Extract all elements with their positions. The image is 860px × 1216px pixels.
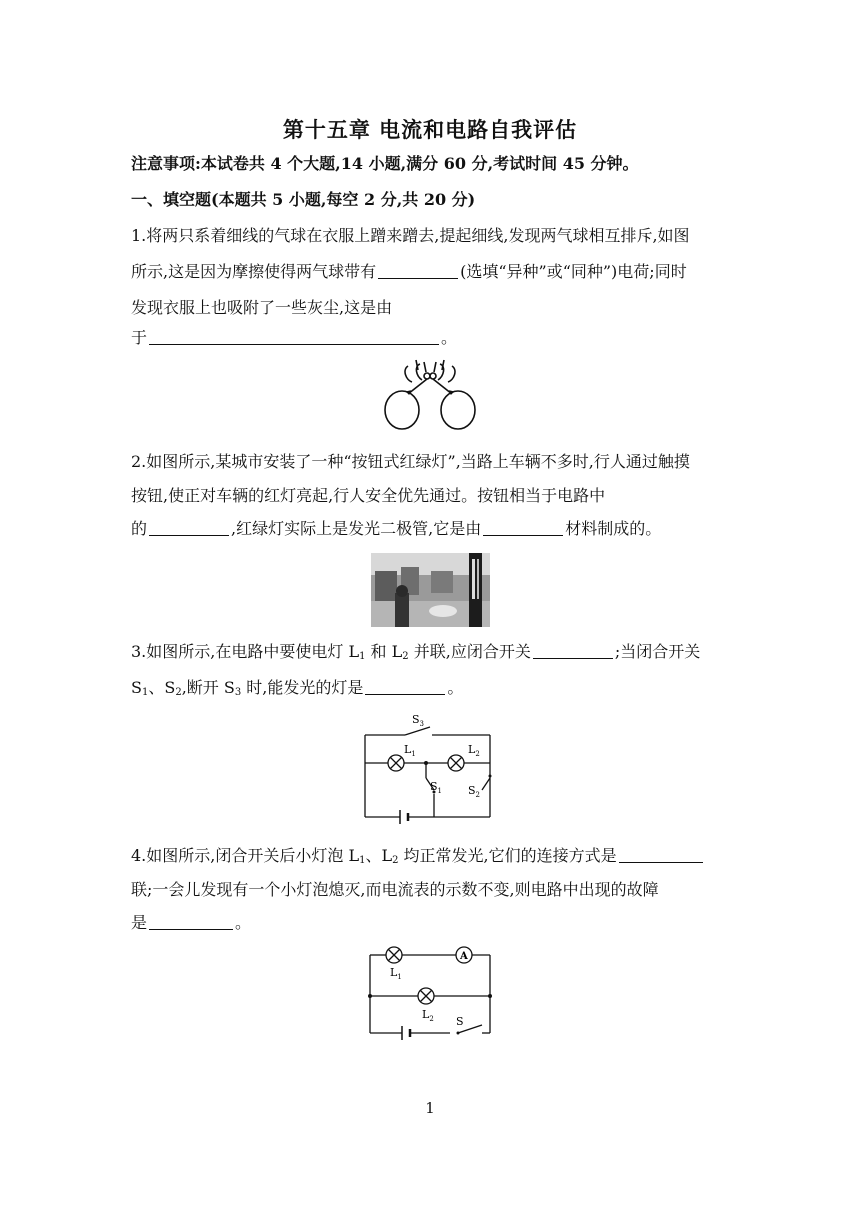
q3-text: 3.如图所示,在电路中要使电灯 L bbox=[131, 642, 360, 661]
q2-blank-2 bbox=[483, 519, 563, 536]
q2-line-3 bbox=[131, 518, 661, 540]
subscript: 2 bbox=[475, 750, 480, 758]
traffic-light-photo bbox=[371, 553, 490, 627]
q2-text: ,红绿灯实际上是发光二极管,它是由 bbox=[231, 519, 482, 538]
q4-text: 均正常发光,它们的连接方式是 bbox=[398, 846, 617, 865]
label-s: S bbox=[456, 1015, 464, 1028]
q4-blank-1 bbox=[619, 846, 703, 863]
label-l1: L bbox=[404, 743, 412, 756]
svg-text:L1 bbox=[390, 966, 402, 981]
q3-text: ,断开 S bbox=[181, 678, 235, 697]
q3-text: ;当闭合开关 bbox=[614, 642, 701, 661]
page-title: 第十五章 电流和电路自我评估 bbox=[282, 117, 578, 142]
label-s3: S bbox=[412, 713, 420, 726]
subscript: 2 bbox=[175, 687, 182, 698]
circuit-diagram-q4 bbox=[364, 940, 496, 1046]
section-heading: 一、填空题(本题共 5 小题,每空 2 分,共 20 分) bbox=[131, 190, 476, 209]
subscript: 3 bbox=[419, 720, 425, 728]
q1-blank-2 bbox=[149, 328, 439, 345]
balloons-figure bbox=[380, 358, 480, 432]
q1-text: 所示,这是因为摩擦使得两气球带有 bbox=[131, 262, 377, 281]
q4-text: 4.如图所示,闭合开关后小灯泡 L bbox=[131, 846, 360, 865]
q4-text: 、L bbox=[365, 846, 393, 865]
subscript: 1 bbox=[411, 750, 416, 758]
q4-text: 是 bbox=[131, 913, 148, 932]
label-l2: L bbox=[468, 743, 476, 756]
subscript: 2 bbox=[429, 1015, 434, 1023]
q3-text: 和 L bbox=[365, 642, 403, 661]
q1-line-1: 1.将两只系着细线的气球在衣服上蹭来蹭去,提起细线,发现两气球相互排斥,如图 bbox=[131, 226, 690, 245]
q3-text: 时,能发光的灯是 bbox=[241, 678, 364, 697]
q3-line-2 bbox=[131, 677, 463, 699]
label-l1: L bbox=[390, 966, 398, 979]
q4-line-1 bbox=[131, 845, 705, 867]
svg-text:S3 bbox=[412, 713, 424, 728]
label-l2: L bbox=[422, 1008, 430, 1021]
subscript: 1 bbox=[359, 651, 366, 662]
q2-text: 的 bbox=[131, 519, 148, 538]
subscript: 2 bbox=[402, 651, 409, 662]
svg-text:S2 bbox=[468, 784, 480, 799]
subscript: 2 bbox=[392, 855, 399, 866]
q3-text: 并联,应闭合开关 bbox=[408, 642, 531, 661]
circuit-diagram-q3 bbox=[360, 710, 500, 825]
q4-text: 。 bbox=[235, 913, 252, 932]
svg-text:L2 bbox=[422, 1008, 434, 1023]
subscript: 3 bbox=[234, 687, 242, 698]
q1-line-3: 发现衣服上也吸附了一些灰尘,这是由 bbox=[131, 298, 393, 317]
svg-text:L1 bbox=[404, 743, 416, 758]
svg-text:S1 bbox=[430, 780, 442, 795]
q3-line-1 bbox=[131, 641, 700, 663]
q1-text: 于 bbox=[131, 328, 148, 347]
q3-text: 、S bbox=[148, 678, 176, 697]
q1-line-4 bbox=[131, 327, 457, 349]
q4-line-3 bbox=[131, 912, 251, 934]
page-number: 1 bbox=[425, 1099, 435, 1117]
label-s2: S bbox=[468, 784, 476, 797]
q4-line-2: 联;一会儿发现有一个小灯泡熄灭,而电流表的示数不变,则电路中出现的故障 bbox=[131, 880, 659, 899]
subscript: 1 bbox=[359, 855, 366, 866]
ammeter-label: A bbox=[460, 951, 468, 962]
q3-text: S bbox=[131, 678, 142, 697]
label-s1: S bbox=[430, 780, 438, 793]
subscript: 1 bbox=[397, 973, 402, 981]
subscript: 2 bbox=[475, 791, 481, 799]
q2-line-2: 按钮,使正对车辆的红灯亮起,行人安全优先通过。按钮相当于电路中 bbox=[131, 486, 606, 505]
q2-text: 材料制成的。 bbox=[565, 519, 662, 538]
q2-line-1: 2.如图所示,某城市安装了一种“按钮式红绿灯”,当路上车辆不多时,行人通过触摸 bbox=[131, 452, 690, 471]
q1-text: 。 bbox=[441, 328, 458, 347]
subscript: 1 bbox=[141, 687, 149, 698]
notice-text: 注意事项:本试卷共 4 个大题,14 小题,满分 60 分,考试时间 45 分钟。 bbox=[131, 154, 639, 173]
q3-blank-2 bbox=[365, 678, 445, 695]
q4-blank-2 bbox=[149, 913, 233, 930]
q1-text: (选填“异种”或“同种”)电荷;同时 bbox=[460, 262, 687, 281]
q3-text: 。 bbox=[447, 678, 464, 697]
subscript: 1 bbox=[437, 787, 443, 795]
svg-text:L2 bbox=[468, 743, 480, 758]
q1-blank-1 bbox=[378, 262, 458, 279]
q3-blank-1 bbox=[533, 642, 613, 659]
q1-line-2 bbox=[131, 261, 687, 283]
q2-blank-1 bbox=[149, 519, 229, 536]
